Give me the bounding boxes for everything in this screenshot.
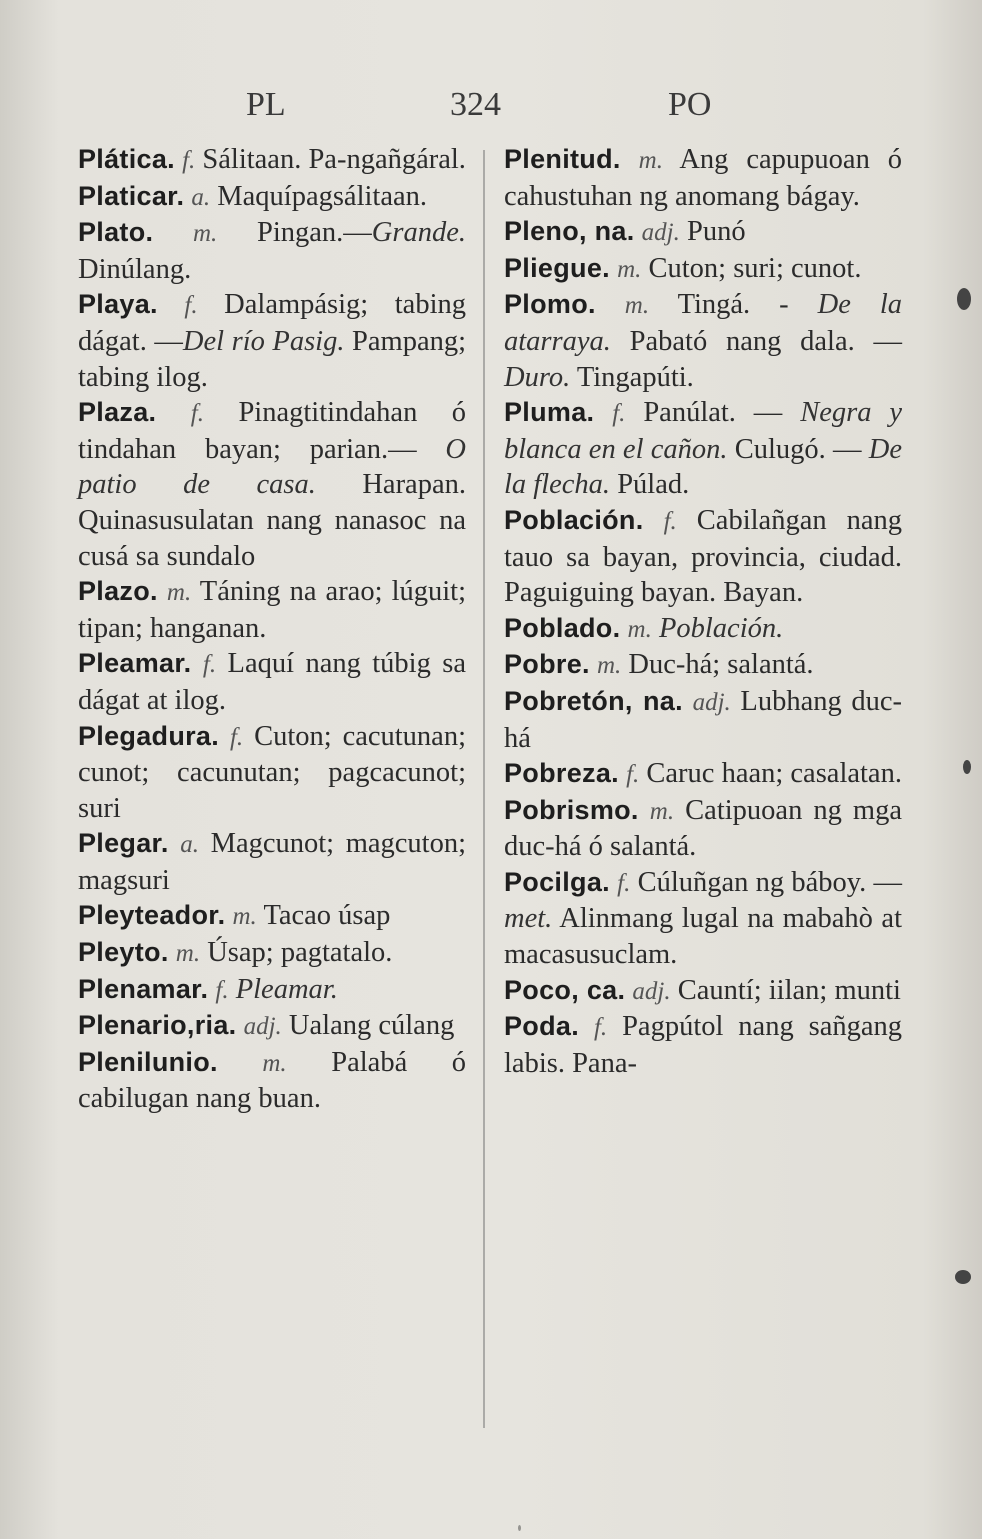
entry-headword: Plática. xyxy=(78,144,175,174)
entry-definition: Tacao úsap xyxy=(263,900,391,932)
entry-grammar-label: m. xyxy=(175,940,201,968)
entry-subsense: O patio de casa. xyxy=(78,433,466,501)
dictionary-entry xyxy=(78,826,466,898)
dictionary-entry xyxy=(504,647,902,684)
entry-subsense: Grande. xyxy=(371,217,466,249)
dictionary-entry xyxy=(78,935,466,972)
entry-grammar-label: m. xyxy=(166,579,192,607)
entry-definition: Laquí nang túbig sa dágat at ilog. xyxy=(78,648,466,716)
entry-headword: Pobreza. xyxy=(504,758,619,789)
entry-headword: Plenario,ria. xyxy=(78,1010,237,1041)
entry-definition: Ualang cúlang xyxy=(288,1010,455,1042)
entry-headword: Pleamar. xyxy=(78,648,192,679)
entry-headword: Pliegue. xyxy=(504,252,610,283)
entry-grammar-label: f. xyxy=(182,147,196,174)
entry-headword: Poco, ca. xyxy=(504,974,626,1005)
entry-grammar-label: f. xyxy=(202,651,217,679)
entry-grammar-label: m. xyxy=(627,615,652,643)
dictionary-entry xyxy=(504,611,902,648)
entry-definition: Cabilañgan nang tauo sa bayan, provincia, ciudad. Paguiguing bayan. Bayan. xyxy=(504,504,903,609)
entry-headword: Pobrismo. xyxy=(504,794,639,825)
dictionary-entry xyxy=(504,1009,902,1081)
dictionary-entry xyxy=(504,395,902,503)
entry-grammar-label: m. xyxy=(262,1049,287,1077)
dictionary-entry xyxy=(504,684,902,756)
entry-definition: Tingá. - xyxy=(677,289,818,321)
page-speck xyxy=(955,1270,971,1284)
entry-headword: Plenitud. xyxy=(504,144,621,174)
entry-subsense: De la flecha. xyxy=(504,433,902,501)
entry-subsense: met. xyxy=(504,903,553,935)
entry-definition: Panúlat. — xyxy=(643,397,801,429)
entry-headword: Plato. xyxy=(78,217,154,248)
entry-grammar-label: f. xyxy=(229,723,244,751)
entry-grammar-label: m. xyxy=(624,292,650,320)
entry-headword: Población. xyxy=(504,504,644,535)
header-right-guide-word: PO xyxy=(668,86,712,123)
entry-headword: Poblado. xyxy=(504,612,621,643)
right-column xyxy=(504,142,902,1081)
dictionary-entry xyxy=(504,793,902,865)
entry-subsense: Negra y blanca en el cañon. xyxy=(504,397,902,465)
dictionary-entry xyxy=(504,287,902,395)
entry-definition: Dinúlang. xyxy=(78,253,192,285)
dictionary-entry xyxy=(78,215,466,287)
dictionary-entry xyxy=(504,251,902,288)
column-divider xyxy=(483,150,485,1428)
entry-headword: Plomo. xyxy=(504,289,596,320)
entry-subsense: Población. xyxy=(658,612,784,644)
entry-headword: Pluma. xyxy=(504,397,595,428)
entry-definition: Lubhang duc-há xyxy=(504,685,902,754)
entry-subsense: De la atarraya. xyxy=(504,289,902,357)
entry-headword: Plazo. xyxy=(78,576,158,607)
entry-definition: Duc-há; salantá. xyxy=(628,649,814,681)
entry-grammar-label: adj. xyxy=(692,688,731,716)
page-speck xyxy=(518,1525,521,1531)
entry-definition: Pampang; tabing ilog. xyxy=(78,325,467,393)
entry-grammar-label: f. xyxy=(215,976,229,1004)
entry-headword: Poda. xyxy=(504,1011,580,1042)
dictionary-entry xyxy=(504,756,902,793)
entry-subsense: Pleamar. xyxy=(235,973,338,1005)
entry-definition: Pagpútol nang sañgang labis. Pana- xyxy=(504,1011,903,1079)
dictionary-entry xyxy=(78,574,466,646)
entry-definition: Úsap; pagtatalo. xyxy=(207,937,393,969)
entry-definition: Sálitaan. Pa-ngañgáral. xyxy=(202,144,466,175)
entry-definition: Pingan.— xyxy=(257,217,372,249)
entry-headword: Plenamar. xyxy=(78,973,209,1004)
entry-definition: Culugó. — xyxy=(727,433,869,465)
dictionary-entry xyxy=(78,972,466,1009)
entry-definition: Caruc haan; casalatan. xyxy=(646,758,902,790)
entry-definition: Punó xyxy=(686,216,746,248)
entry-grammar-label: f. xyxy=(190,400,204,428)
entry-headword: Plenilunio. xyxy=(78,1046,218,1077)
entry-definition: Cuton; suri; cunot. xyxy=(648,252,862,284)
entry-headword: Pobretón, na. xyxy=(504,685,683,716)
dictionary-entry xyxy=(78,287,466,395)
entry-definition: Maquípagsálitaan. xyxy=(217,180,428,212)
dictionary-entry xyxy=(78,142,466,179)
page-number: 324 xyxy=(450,86,501,123)
entry-grammar-label: f. xyxy=(593,1014,608,1042)
dictionary-entry xyxy=(504,865,902,973)
entry-definition: Pinagtitindahan ó tindahan bayan; parian.— xyxy=(78,397,467,465)
entry-headword: Pobre. xyxy=(504,649,590,680)
entry-grammar-label: m. xyxy=(596,652,622,680)
entry-grammar-label: m. xyxy=(638,147,663,174)
entry-definition: Cauntí; iilan; munti xyxy=(677,974,901,1006)
entry-grammar-label: adj. xyxy=(641,219,680,247)
left-column xyxy=(78,142,466,1117)
entry-grammar-label: adj. xyxy=(243,1013,282,1041)
entry-grammar-label: f. xyxy=(663,507,677,535)
entry-grammar-label: f. xyxy=(617,869,631,897)
entry-headword: Platicar. xyxy=(78,180,185,211)
page-header xyxy=(0,86,982,136)
entry-headword: Plegadura. xyxy=(78,720,220,751)
entry-subsense: Duro. xyxy=(504,361,571,393)
entry-definition: Magcunot; magcuton; magsuri xyxy=(78,828,467,896)
entry-headword: Pocilga. xyxy=(504,866,610,897)
entry-definition: Táning na arao; lúguit; tipan; hanganan. xyxy=(78,576,466,644)
dictionary-entry xyxy=(78,898,466,935)
header-left-guide-word: PL xyxy=(246,86,286,123)
entry-grammar-label: a. xyxy=(191,183,211,211)
entry-definition: Dalampásig; tabing dágat. — xyxy=(78,289,466,357)
entry-headword: Pleno, na. xyxy=(504,216,635,247)
dictionary-entry xyxy=(504,973,902,1010)
page-speck xyxy=(957,288,971,310)
dictionary-entry xyxy=(78,646,466,718)
entry-definition: Cúluñgan ng báboy. — xyxy=(637,866,902,898)
entry-subsense: Del río Pasig. xyxy=(182,325,345,357)
page-speck xyxy=(963,760,971,774)
entry-definition: Cuton; cacutunan; cunot; cacunutan; pagcacunot; suri xyxy=(78,720,466,824)
entry-grammar-label: f. xyxy=(626,761,640,789)
entry-grammar-label: a. xyxy=(180,831,200,859)
entry-grammar-label: m. xyxy=(649,797,675,825)
entry-definition: Alinmang lugal na mabahò at macasusuclam. xyxy=(504,903,902,971)
entry-headword: Playa. xyxy=(78,289,158,320)
entry-grammar-label: adj. xyxy=(632,977,671,1005)
entry-grammar-label: m. xyxy=(193,220,218,248)
entry-grammar-label: m. xyxy=(232,903,257,931)
entry-headword: Plegar. xyxy=(78,828,169,859)
dictionary-entry xyxy=(78,179,466,216)
dictionary-entry xyxy=(504,503,902,611)
entry-definition: Harapan. Quinasusulatan nang nanasoc na cusá sa sundalo xyxy=(78,469,466,572)
dictionary-entry xyxy=(504,214,902,251)
entry-definition: Catipuoan ng mga duc-há ó salantá. xyxy=(504,794,903,863)
entry-definition: Tingapúti. xyxy=(570,361,694,393)
entry-grammar-label: f. xyxy=(612,400,626,428)
dictionary-entry xyxy=(78,1045,466,1117)
dictionary-entry xyxy=(504,142,902,214)
entry-headword: Pleyto. xyxy=(78,937,169,968)
entry-definition: Púlad. xyxy=(610,469,690,501)
entry-headword: Plaza. xyxy=(78,397,157,428)
dictionary-entry xyxy=(78,395,466,574)
dictionary-entry xyxy=(78,719,466,827)
entry-grammar-label: f. xyxy=(184,292,198,320)
entry-definition: Ang capupuoan ó cahustuhan ng anomang bágay. xyxy=(504,144,903,212)
entry-grammar-label: m. xyxy=(617,255,642,283)
entry-headword: Pleyteador. xyxy=(78,900,226,931)
entry-definition: Pabató nang dala. — xyxy=(610,325,902,357)
dictionary-entry xyxy=(78,1008,466,1045)
entry-definition: Palabá ó cabilugan nang buan. xyxy=(78,1046,467,1115)
